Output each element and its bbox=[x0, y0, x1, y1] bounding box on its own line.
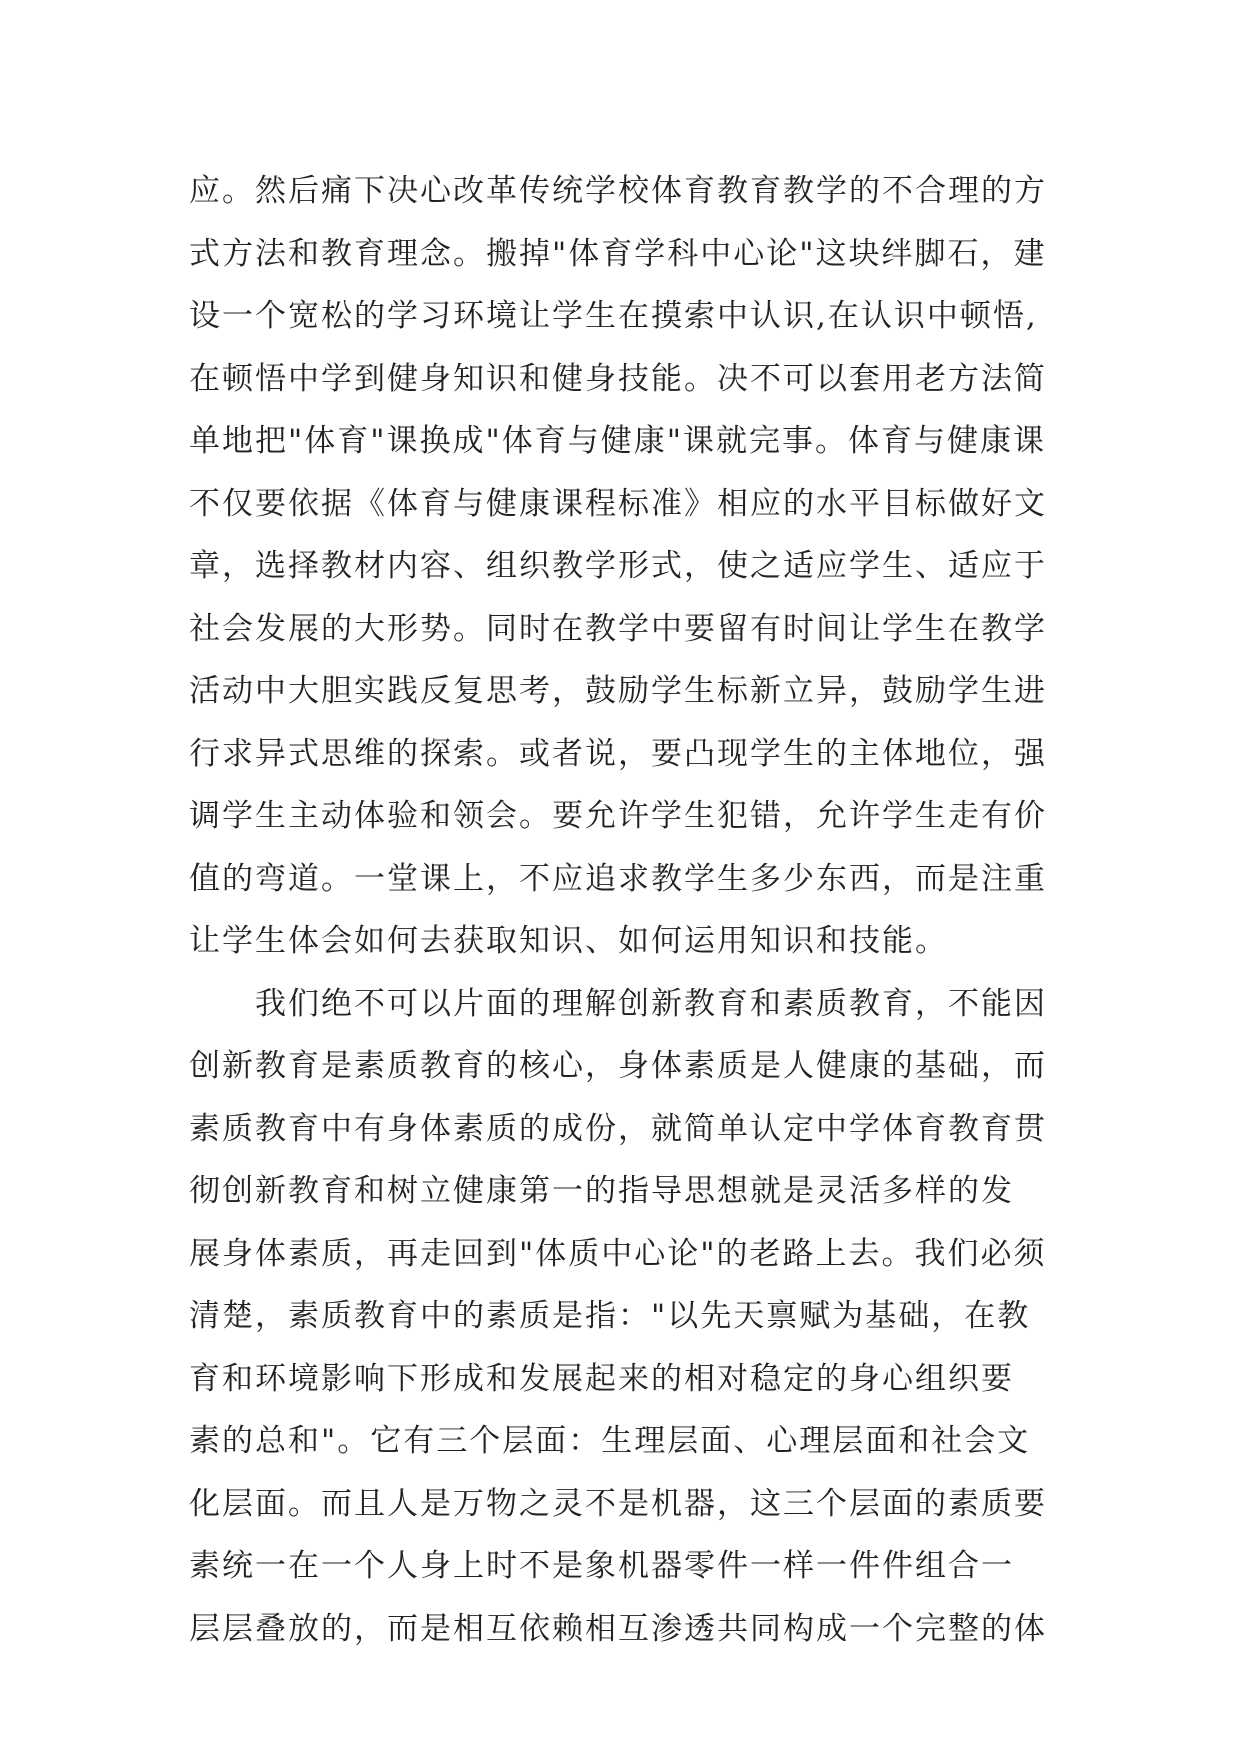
text-line: 育和环境影响下形成和发展起来的相对稳定的身心组织要 bbox=[189, 1360, 1014, 1397]
text-line: 不仅要依据《体育与健康课程标准》相应的水平目标做好文 bbox=[189, 485, 1047, 522]
text-line: 清楚，素质教育中的素质是指："以先天禀赋为基础，在教 bbox=[189, 1298, 1031, 1334]
text-line: 设一个宽松的学习环境让学生在摸索中认识,在认识中顿悟, bbox=[189, 298, 1038, 334]
text-line: 行求异式思维的探索。或者说，要凸现学生的主体地位，强 bbox=[189, 735, 1047, 772]
text-line: 社会发展的大形势。同时在教学中要留有时间让学生在教学 bbox=[189, 610, 1047, 647]
text-line: 在顿悟中学到健身知识和健身技能。决不可以套用老方法简 bbox=[189, 360, 1047, 397]
text-line: 素的总和"。它有三个层面：生理层面、心理层面和社会文 bbox=[189, 1423, 1031, 1459]
text-line: 化层面。而且人是万物之灵不是机器，这三个层面的素质要 bbox=[189, 1485, 1047, 1522]
text-line: 展身体素质，再走回到"体质中心论"的老路上去。我们必须 bbox=[189, 1235, 1047, 1272]
text-line: 单地把"体育"课换成"体育与健康"课就完事。体育与健康课 bbox=[189, 423, 1047, 459]
text-line: 章，选择教材内容、组织教学形式，使之适应学生、适应于 bbox=[189, 548, 1047, 584]
paragraph-first-line: 我们绝不可以片面的理解创新教育和素质教育，不能因 bbox=[255, 985, 1047, 1022]
text-line: 素质教育中有身体素质的成份，就简单认定中学体育教育贯 bbox=[189, 1110, 1047, 1147]
text-line: 值的弯道。一堂课上，不应追求教学生多少东西，而是注重 bbox=[189, 860, 1047, 897]
text-line: 式方法和教育理念。搬掉"体育学科中心论"这块绊脚石，建 bbox=[189, 235, 1047, 272]
text-line: 调学生主动体验和领会。要允许学生犯错，允许学生走有价 bbox=[189, 798, 1047, 834]
body-text bbox=[189, 160, 1089, 1660]
text-line: 让学生体会如何去获取知识、如何运用知识和技能。 bbox=[189, 923, 948, 959]
text-line: 素统一在一个人身上时不是象机器零件一样一件件组合一 bbox=[189, 1548, 1014, 1584]
text-line: 创新教育是素质教育的核心，身体素质是人健康的基础，而 bbox=[189, 1048, 1047, 1084]
text-line: 彻创新教育和树立健康第一的指导思想就是灵活多样的发 bbox=[189, 1173, 1014, 1209]
text-line: 应。然后痛下决心改革传统学校体育教育教学的不合理的方 bbox=[189, 173, 1047, 209]
text-line: 活动中大胆实践反复思考，鼓励学生标新立异，鼓励学生进 bbox=[189, 673, 1047, 709]
text-line: 层层叠放的，而是相互依赖相互渗透共同构成一个完整的体 bbox=[189, 1610, 1047, 1647]
